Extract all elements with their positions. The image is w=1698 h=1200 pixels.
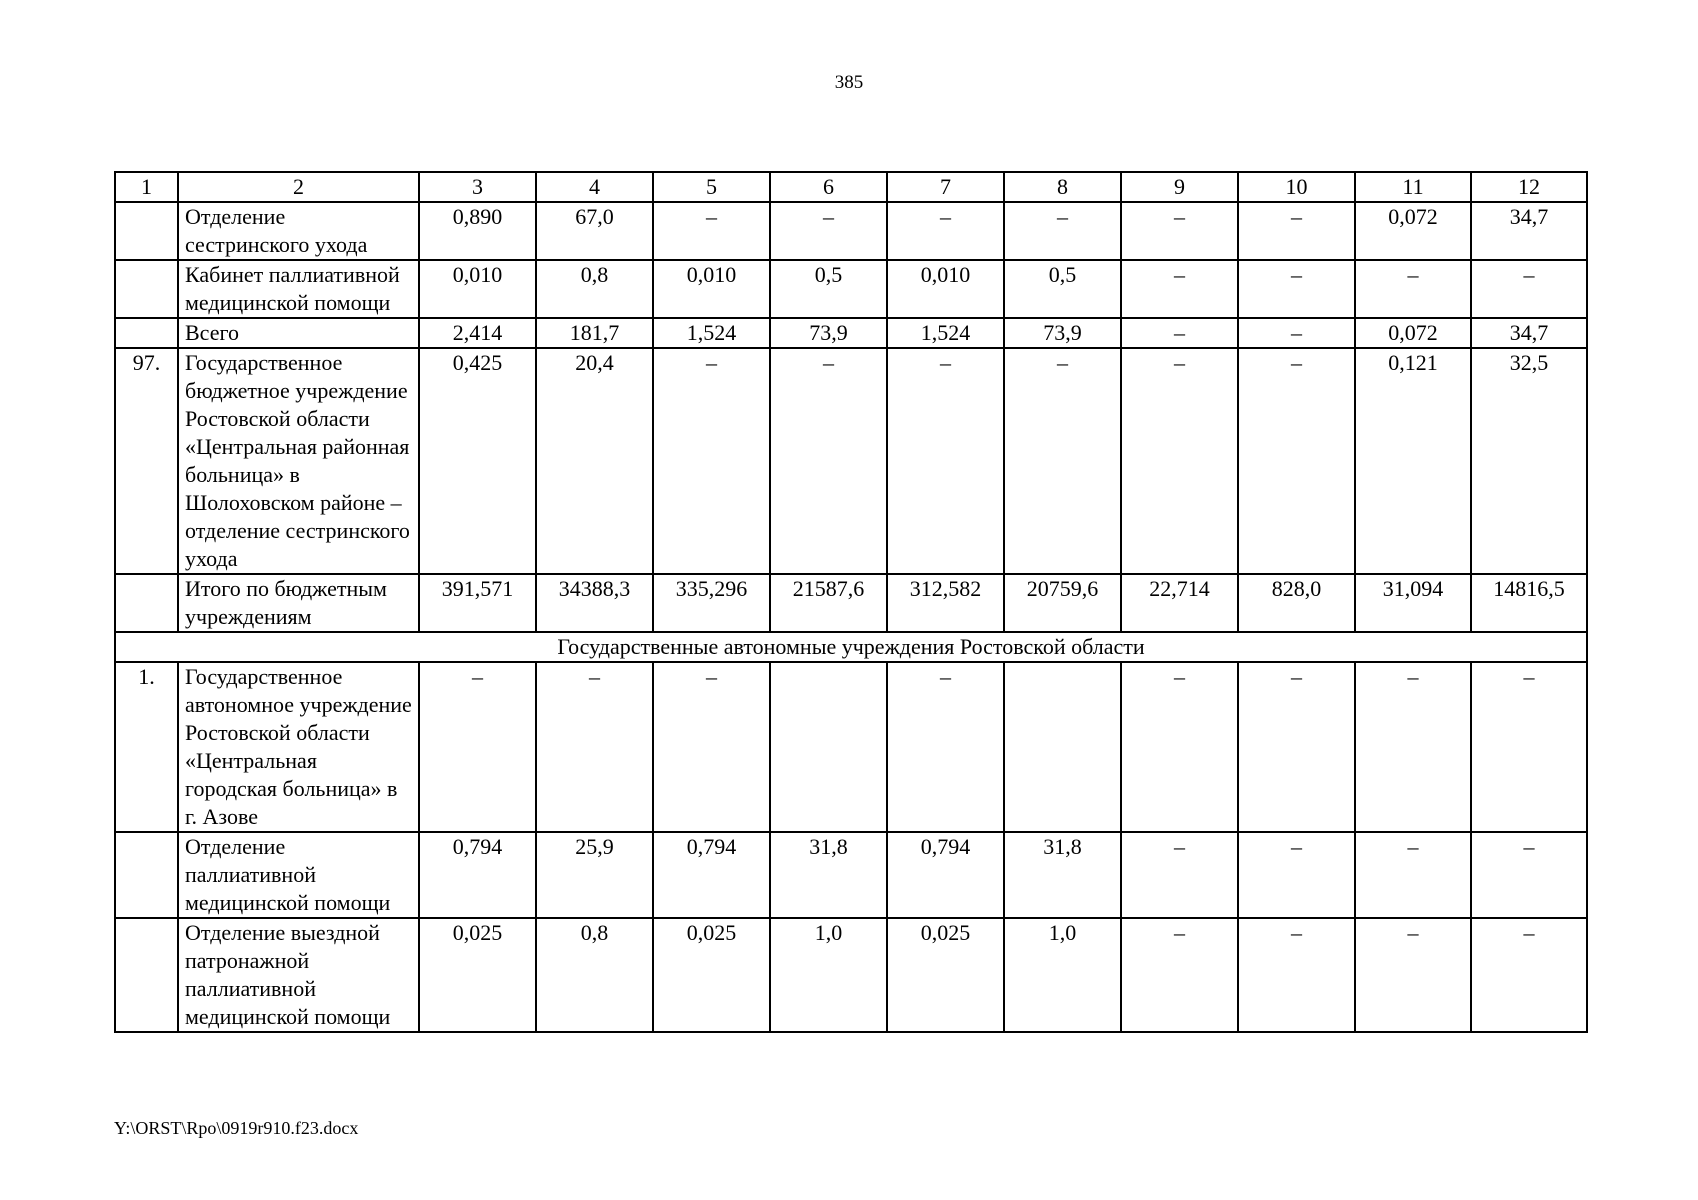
- row-number-cell: [115, 318, 178, 348]
- row-value-cell: [1004, 662, 1121, 832]
- row-name-cell: Отделение выездной патронажной паллиативной медицинской помощи: [178, 918, 419, 1032]
- row-value-cell: –: [770, 202, 887, 260]
- row-number-cell: 97.: [115, 348, 178, 574]
- row-number-cell: [115, 832, 178, 918]
- table-body: [115, 172, 1587, 1032]
- row-value-cell: 0,8: [536, 918, 653, 1032]
- row-name-cell: Отделение паллиативной медицинской помощи: [178, 832, 419, 918]
- row-value-cell: –: [770, 348, 887, 574]
- row-value-cell: –: [887, 202, 1004, 260]
- row-value-cell: –: [1121, 918, 1238, 1032]
- row-value-cell: 1,0: [770, 918, 887, 1032]
- header-cell: 8: [1004, 172, 1121, 202]
- row-value-cell: –: [1238, 918, 1355, 1032]
- row-value-cell: 31,8: [1004, 832, 1121, 918]
- row-value-cell: –: [1238, 318, 1355, 348]
- row-value-cell: –: [1238, 348, 1355, 574]
- table-row: [115, 574, 1587, 632]
- row-value-cell: 0,072: [1355, 202, 1471, 260]
- header-cell: 12: [1471, 172, 1587, 202]
- row-value-cell: 21587,6: [770, 574, 887, 632]
- section-row: [115, 632, 1587, 662]
- row-value-cell: –: [419, 662, 536, 832]
- row-name-cell: Всего: [178, 318, 419, 348]
- row-value-cell: 0,425: [419, 348, 536, 574]
- row-value-cell: –: [653, 348, 770, 574]
- row-value-cell: 0,794: [653, 832, 770, 918]
- row-value-cell: –: [1121, 662, 1238, 832]
- row-value-cell: –: [1355, 918, 1471, 1032]
- row-value-cell: 1,524: [653, 318, 770, 348]
- data-table: [114, 171, 1588, 1033]
- row-value-cell: 0,121: [1355, 348, 1471, 574]
- row-value-cell: 0,5: [1004, 260, 1121, 318]
- row-value-cell: –: [1471, 260, 1587, 318]
- row-value-cell: 1,0: [1004, 918, 1121, 1032]
- row-value-cell: –: [1238, 202, 1355, 260]
- header-cell: 9: [1121, 172, 1238, 202]
- header-cell: 3: [419, 172, 536, 202]
- row-number-cell: [115, 260, 178, 318]
- row-value-cell: 0,025: [419, 918, 536, 1032]
- table-row: [115, 348, 1587, 574]
- row-value-cell: 67,0: [536, 202, 653, 260]
- header-cell: 5: [653, 172, 770, 202]
- footer-file-path: Y:\ORST\Rpo\0919r910.f23.docx: [114, 1118, 359, 1138]
- row-name-cell: Итого по бюджетным учреждениям: [178, 574, 419, 632]
- row-value-cell: 20759,6: [1004, 574, 1121, 632]
- row-number-cell: [115, 918, 178, 1032]
- row-value-cell: –: [1004, 202, 1121, 260]
- row-value-cell: 0,794: [419, 832, 536, 918]
- row-number-cell: [115, 574, 178, 632]
- table-row: [115, 662, 1587, 832]
- row-value-cell: 14816,5: [1471, 574, 1587, 632]
- row-value-cell: 25,9: [536, 832, 653, 918]
- row-value-cell: 828,0: [1238, 574, 1355, 632]
- row-value-cell: 0,072: [1355, 318, 1471, 348]
- row-value-cell: –: [1121, 260, 1238, 318]
- table-row: [115, 318, 1587, 348]
- row-value-cell: 312,582: [887, 574, 1004, 632]
- table-row: [115, 832, 1587, 918]
- row-value-cell: –: [653, 202, 770, 260]
- header-cell: 6: [770, 172, 887, 202]
- row-value-cell: –: [1121, 832, 1238, 918]
- row-value-cell: 34,7: [1471, 202, 1587, 260]
- row-value-cell: 31,094: [1355, 574, 1471, 632]
- row-value-cell: 0,010: [887, 260, 1004, 318]
- table-row: [115, 260, 1587, 318]
- row-value-cell: 181,7: [536, 318, 653, 348]
- row-name-cell: Отделение сестринского ухода: [178, 202, 419, 260]
- row-number-cell: [115, 202, 178, 260]
- row-value-cell: [770, 662, 887, 832]
- row-value-cell: –: [1238, 260, 1355, 318]
- header-cell: 10: [1238, 172, 1355, 202]
- row-value-cell: 22,714: [1121, 574, 1238, 632]
- row-value-cell: –: [1471, 918, 1587, 1032]
- row-value-cell: 0,794: [887, 832, 1004, 918]
- header-cell: 4: [536, 172, 653, 202]
- row-value-cell: –: [1355, 662, 1471, 832]
- row-value-cell: 0,025: [887, 918, 1004, 1032]
- row-value-cell: 73,9: [1004, 318, 1121, 348]
- row-value-cell: –: [1121, 348, 1238, 574]
- row-value-cell: –: [1471, 832, 1587, 918]
- row-value-cell: –: [887, 662, 1004, 832]
- header-cell: 1: [115, 172, 178, 202]
- header-cell: 2: [178, 172, 419, 202]
- row-value-cell: 73,9: [770, 318, 887, 348]
- header-row: [115, 172, 1587, 202]
- row-value-cell: 0,8: [536, 260, 653, 318]
- row-value-cell: –: [1238, 832, 1355, 918]
- row-name-cell: Государственное автономное учреждение Ростовской области «Центральная городская больница» в г. Азове: [178, 662, 419, 832]
- row-name-cell: Государственное бюджетное учреждение Ростовской области «Центральная районная больница» в Шолоховском районе – отделение сестринского ухода: [178, 348, 419, 574]
- row-value-cell: –: [1355, 260, 1471, 318]
- table-row: [115, 202, 1587, 260]
- row-value-cell: 335,296: [653, 574, 770, 632]
- row-value-cell: –: [887, 348, 1004, 574]
- row-value-cell: 391,571: [419, 574, 536, 632]
- section-title: Государственные автономные учреждения Ростовской области: [115, 632, 1587, 662]
- row-value-cell: –: [1355, 832, 1471, 918]
- row-value-cell: 20,4: [536, 348, 653, 574]
- row-value-cell: 0,025: [653, 918, 770, 1032]
- page-number: 385: [834, 72, 864, 93]
- row-value-cell: 0,010: [419, 260, 536, 318]
- row-number-cell: 1.: [115, 662, 178, 832]
- header-cell: 11: [1355, 172, 1471, 202]
- table-row: [115, 918, 1587, 1032]
- row-value-cell: –: [1121, 202, 1238, 260]
- row-value-cell: –: [1471, 662, 1587, 832]
- row-value-cell: 32,5: [1471, 348, 1587, 574]
- row-value-cell: 0,5: [770, 260, 887, 318]
- row-value-cell: 31,8: [770, 832, 887, 918]
- row-value-cell: 1,524: [887, 318, 1004, 348]
- header-cell: 7: [887, 172, 1004, 202]
- row-value-cell: 34,7: [1471, 318, 1587, 348]
- row-value-cell: 0,010: [653, 260, 770, 318]
- row-value-cell: –: [536, 662, 653, 832]
- row-value-cell: 34388,3: [536, 574, 653, 632]
- row-value-cell: 0,890: [419, 202, 536, 260]
- row-value-cell: –: [1238, 662, 1355, 832]
- row-value-cell: –: [1121, 318, 1238, 348]
- row-value-cell: –: [653, 662, 770, 832]
- row-value-cell: 2,414: [419, 318, 536, 348]
- row-value-cell: –: [1004, 348, 1121, 574]
- row-name-cell: Кабинет паллиативной медицинской помощи: [178, 260, 419, 318]
